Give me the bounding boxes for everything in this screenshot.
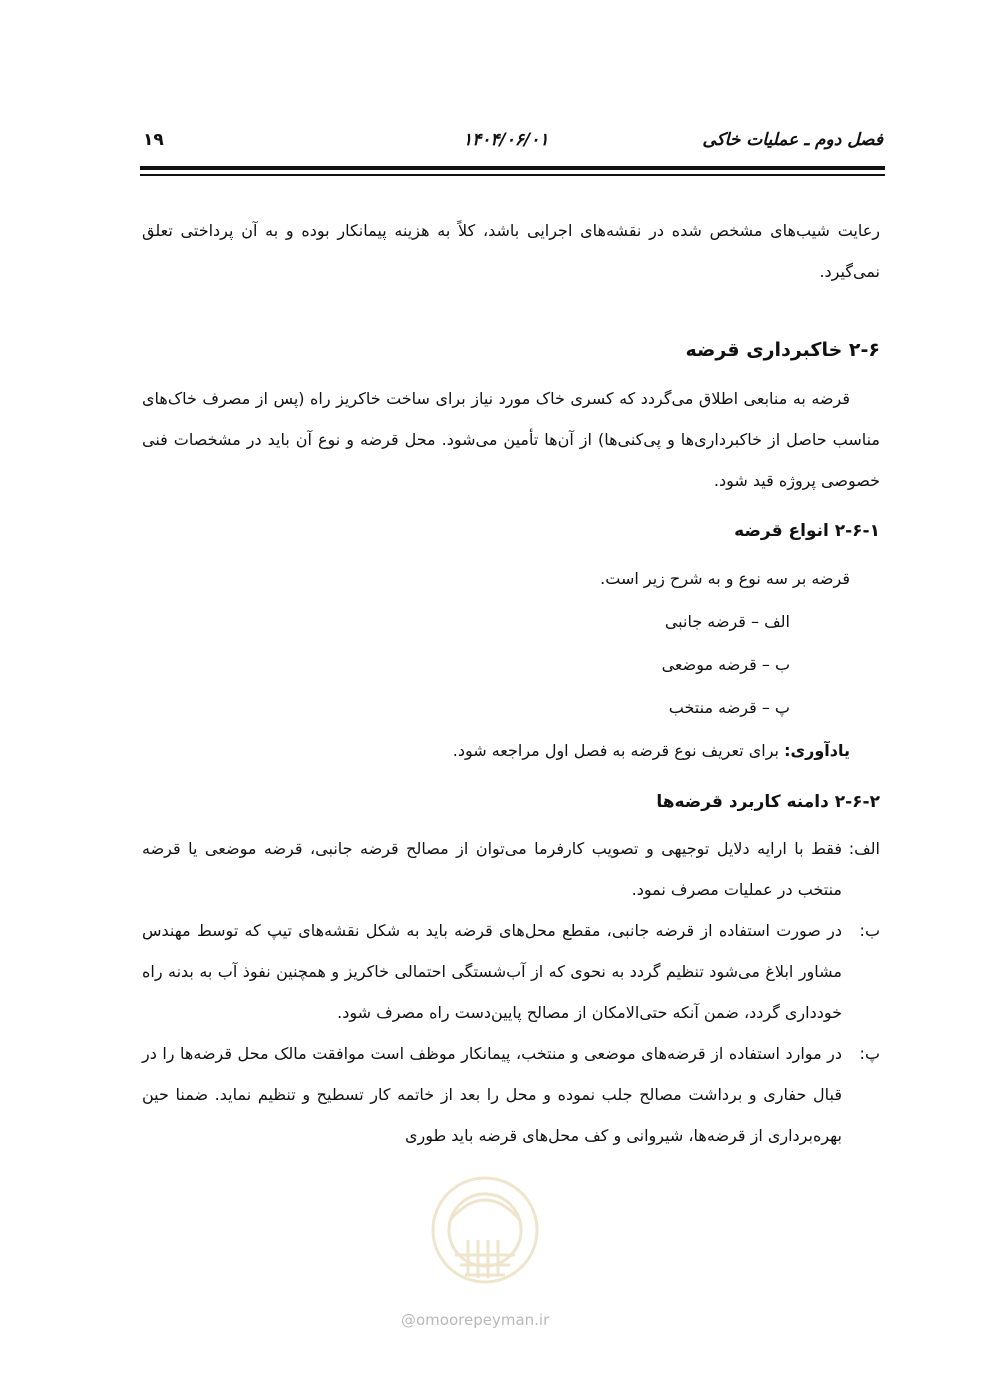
list-item-text: در موارد استفاده از قرضه‌های موضعی و منتخب، پیمانکار موظف است موافقت مالک محل قرضه‌ها را در قبال حفاری و برداشت مصالح جلب نموده و محل را بعد از خاتمه کار تسطیح و تنظیم نماید. ضمنا حین بهره‌برداری از قرضه‌ها، شیروانی و کف محل‌های قرضه باید طوری [142,1044,842,1145]
page-number: ۱۹ [143,130,164,150]
header-rule-thin [140,174,885,176]
types-block [142,557,850,772]
subsection-heading-types: ۲-۶-۱ انواع قرضه [734,521,880,541]
reminder-label: یادآوری: [784,741,850,760]
type-item-p: پ – قرضه منتخب [668,698,790,717]
header-date: ۱۴۰۴/۰۶/۰۱ [463,130,549,150]
list-item-marker: الف: [848,839,880,858]
reminder-note [142,729,850,772]
list-item-marker: پ: [859,1044,880,1063]
header-rule-thick [140,166,885,170]
watermark-site-text: @omoorepeyman.ir [401,1311,550,1329]
intro-paragraph: رعایت شیب‌های مشخص شده در نقشه‌های اجرایی باشد، کلاً به هزینه پیمانکار بوده و به آن پرداختی تعلق نمی‌گیرد. [142,221,880,281]
page-header [143,128,883,158]
section-heading: ۲-۶ خاکبرداری قرضه [685,339,880,361]
page-content [142,210,880,1156]
type-item-b: ب – قرضه موضعی [661,655,790,674]
subsection-heading-usage: ۲-۶-۲ دامنه کاربرد قرضه‌ها [656,792,880,812]
usage-list [142,828,880,1156]
types-intro: قرضه بر سه نوع و به شرح زیر است. [600,569,850,588]
list-item [142,828,880,910]
list-item-text: در صورت استفاده از قرضه جانبی، مقطع محل‌های قرضه باید به شکل نقشه‌های تیپ که توسط مهندس مشاور ابلاغ می‌شود تنظیم گردد به نحوی که از آب‌شستگی احتمالی خاکریز و همچنین نفوذ آب به بدنه راه خودداری گردد، ضمن آنکه حتی‌الامکان از مصالح پایین‌دست راه مصرف شود. [142,921,842,1022]
type-item-a: الف – قرضه جانبی [664,612,790,631]
section-paragraph: قرضه به منابعی اطلاق می‌گردد که کسری خاک مورد نیاز برای ساخت خاکریز راه (پس از مصرف خاک‌های مناسب حاصل از خاکبرداری‌ها و پی‌کنی‌ها) از آن‌ها تأمین می‌شود. محل قرضه و نوع آن باید در مشخصات فنی خصوصی پروژه قید شود. [142,389,880,490]
chapter-title: فصل دوم ـ عملیات خاکی [702,130,883,150]
list-item-text: فقط با ارایه دلایل توجیهی و تصویب کارفرما می‌توان از مصالح قرضه جانبی، قرضه موضعی یا قرضه منتخب در عملیات مصرف نمود. [142,839,842,899]
watermark-logo-icon [380,1160,590,1300]
list-item [142,910,880,1033]
list-item-marker: ب: [859,921,880,940]
reminder-text: برای تعریف نوع قرضه به فصل اول مراجعه شود. [452,741,785,760]
list-item [142,1033,880,1156]
